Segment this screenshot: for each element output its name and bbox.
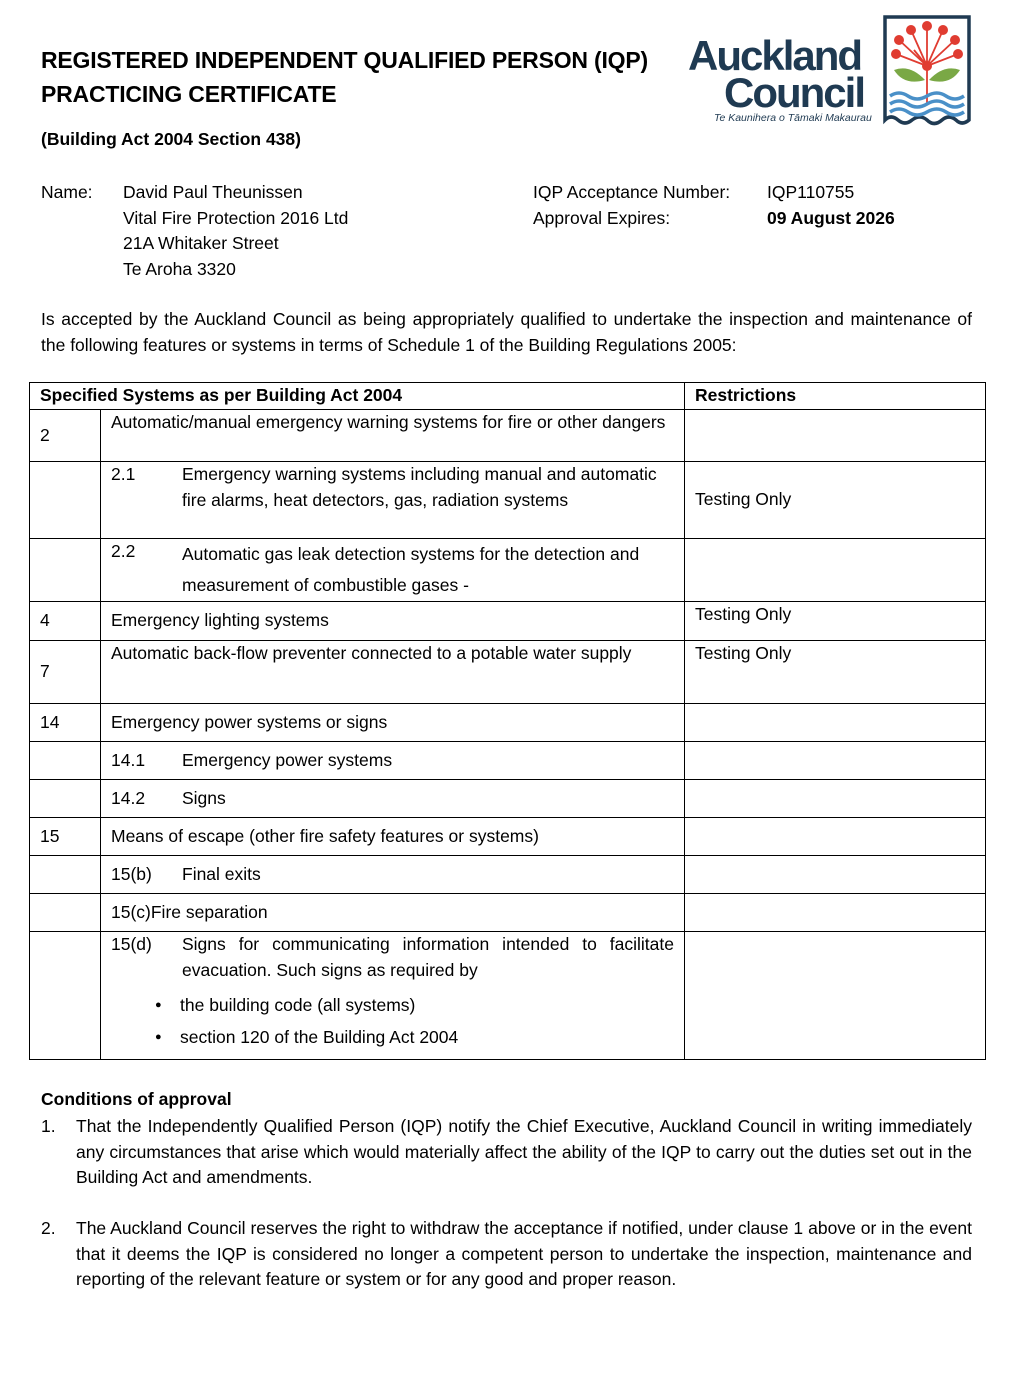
sub-item [111, 539, 674, 601]
table-row [30, 602, 986, 641]
acceptance-statement: Is accepted by the Auckland Council as being appropriately qualified to undertake the inspection and maintenance of the following features or systems in terms of Schedule 1 of the Building Regulations 2005: [41, 309, 972, 355]
bullet-item: ● section 120 of the Building Act 2004 [111, 1021, 674, 1053]
system-number [30, 742, 101, 780]
logo-wordmark-auckland: Auckland [688, 32, 862, 79]
system-number [30, 780, 101, 818]
system-description [101, 462, 685, 539]
restriction [685, 932, 986, 1060]
system-description [101, 410, 685, 462]
system-description [101, 704, 685, 742]
sub-item-text: Final exits [182, 863, 261, 884]
system-number: 7 [30, 641, 101, 704]
table-row [30, 539, 986, 602]
restriction [685, 742, 986, 780]
system-description [101, 641, 685, 704]
sub-item [111, 932, 674, 983]
system-number: 15 [30, 818, 101, 856]
system-number: 4 [30, 602, 101, 641]
certificate-title [41, 43, 648, 111]
restriction [685, 818, 986, 856]
sub-item-number: 15(b) [111, 863, 152, 884]
sub-item-number: 15(d) [111, 934, 152, 954]
table-row [30, 641, 986, 704]
restriction [685, 780, 986, 818]
sub-item-text: Signs [182, 787, 226, 808]
iqp-labels [533, 180, 730, 231]
table-row [30, 894, 986, 932]
sub-item [111, 862, 674, 888]
table-row [30, 704, 986, 742]
title-line-2: PRACTICING CERTIFICATE [41, 81, 337, 107]
system-description [101, 539, 685, 602]
table-row [30, 780, 986, 818]
condition-number: 2. [41, 1218, 56, 1238]
conditions-heading: Conditions of approval [41, 1089, 232, 1109]
sub-item-number: 2.2 [111, 541, 136, 561]
item-text: 15(c)Fire separation [111, 901, 268, 922]
condition-item [41, 1114, 972, 1191]
condition-number: 1. [41, 1116, 56, 1136]
header-specified-systems: Specified Systems as per Building Act 2004 [30, 383, 685, 410]
restriction [685, 704, 986, 742]
system-number [30, 539, 101, 602]
iqp-values [767, 180, 895, 231]
table-row [30, 932, 986, 1060]
iqp-number-label: IQP Acceptance Number: [533, 182, 731, 202]
restriction [685, 410, 986, 462]
system-description [101, 856, 685, 894]
system-number [30, 894, 101, 932]
item-text: Automatic back-flow preventer connected to a potable water supply [111, 643, 632, 663]
table-row [30, 856, 986, 894]
expires-value: 09 August 2026 [767, 207, 895, 228]
bullet-item: ● the building code (all systems) [111, 989, 674, 1021]
iqp-number-value: IQP110755 [767, 182, 855, 202]
condition-item [41, 1216, 972, 1293]
holder-details [123, 180, 348, 282]
header-restrictions: Restrictions [685, 383, 986, 410]
certificate-subtitle: (Building Act 2004 Section 438) [41, 129, 301, 149]
table-row [30, 462, 986, 539]
sub-item [111, 786, 674, 812]
item-text: Means of escape (other fire safety features or systems) [111, 825, 539, 846]
table-row [30, 742, 986, 780]
auckland-council-logo [688, 14, 974, 132]
sub-item-text: Signs for communicating information intended to facilitate evacuation. Such signs as required by [182, 934, 674, 980]
sub-item [111, 462, 674, 513]
logo-tagline: Te Kaunihera o Tāmaki Makaurau [714, 112, 872, 124]
restriction: Testing Only [685, 641, 986, 704]
restriction: Testing Only [685, 602, 986, 641]
holder-city: Te Aroha 3320 [123, 258, 236, 279]
sub-item-number: 14.1 [111, 749, 146, 770]
restriction [685, 539, 986, 602]
system-description [101, 780, 685, 818]
expires-label: Approval Expires: [533, 207, 671, 228]
table-header-row [30, 383, 986, 410]
sub-item-text: Automatic gas leak detection systems for the detection and measurement of combustible gases - [182, 544, 640, 595]
system-number: 14 [30, 704, 101, 742]
table-row [30, 410, 986, 462]
system-description [101, 742, 685, 780]
required-by-list [111, 989, 674, 1053]
sub-item [111, 748, 674, 774]
system-number [30, 856, 101, 894]
item-text: Emergency power systems or signs [111, 711, 388, 732]
sub-item-number: 2.1 [111, 464, 136, 484]
system-description [101, 602, 685, 641]
specified-systems-table [29, 382, 986, 1060]
logo-wordmark-council: Council [724, 69, 864, 116]
name-label: Name: [41, 182, 93, 202]
system-number: 2 [30, 410, 101, 462]
holder-name: David Paul Theunissen [123, 182, 303, 202]
title-line-1: REGISTERED INDEPENDENT QUALIFIED PERSON (IQP) [41, 47, 648, 73]
system-number [30, 462, 101, 539]
item-text: Emergency lighting systems [111, 610, 329, 631]
item-text: Automatic/manual emergency warning systems for fire or other dangers [111, 412, 666, 432]
holder-street: 21A Whitaker Street [123, 233, 279, 253]
condition-text: That the Independently Qualified Person (IQP) notify the Chief Executive, Auckland Council in writing immediately any circumstances that arise which would materially affect the ability of the IQP to carry out the duties set out in the Building Act and amendments. [76, 1116, 972, 1187]
pohutukawa-flower-icon [882, 14, 972, 132]
system-number [30, 932, 101, 1060]
sub-item-number: 14.2 [111, 787, 146, 808]
restriction: Testing Only [685, 462, 986, 539]
table-row [30, 818, 986, 856]
restriction [685, 856, 986, 894]
sub-item-text: Emergency power systems [182, 749, 393, 770]
restriction [685, 894, 986, 932]
condition-text: The Auckland Council reserves the right to withdraw the acceptance if notified, under clause 1 above or in the event that it deems the IQP is considered no longer a competent person to undertake the inspection, maintenance and reporting of the relevant feature or system or for any good and proper reason. [76, 1218, 972, 1289]
system-description [101, 894, 685, 932]
system-description [101, 932, 685, 1060]
sub-item-text: Emergency warning systems including manual and automatic fire alarms, heat detectors, gas, radiation systems [182, 464, 657, 510]
system-description [101, 818, 685, 856]
holder-company: Vital Fire Protection 2016 Ltd [123, 207, 349, 228]
